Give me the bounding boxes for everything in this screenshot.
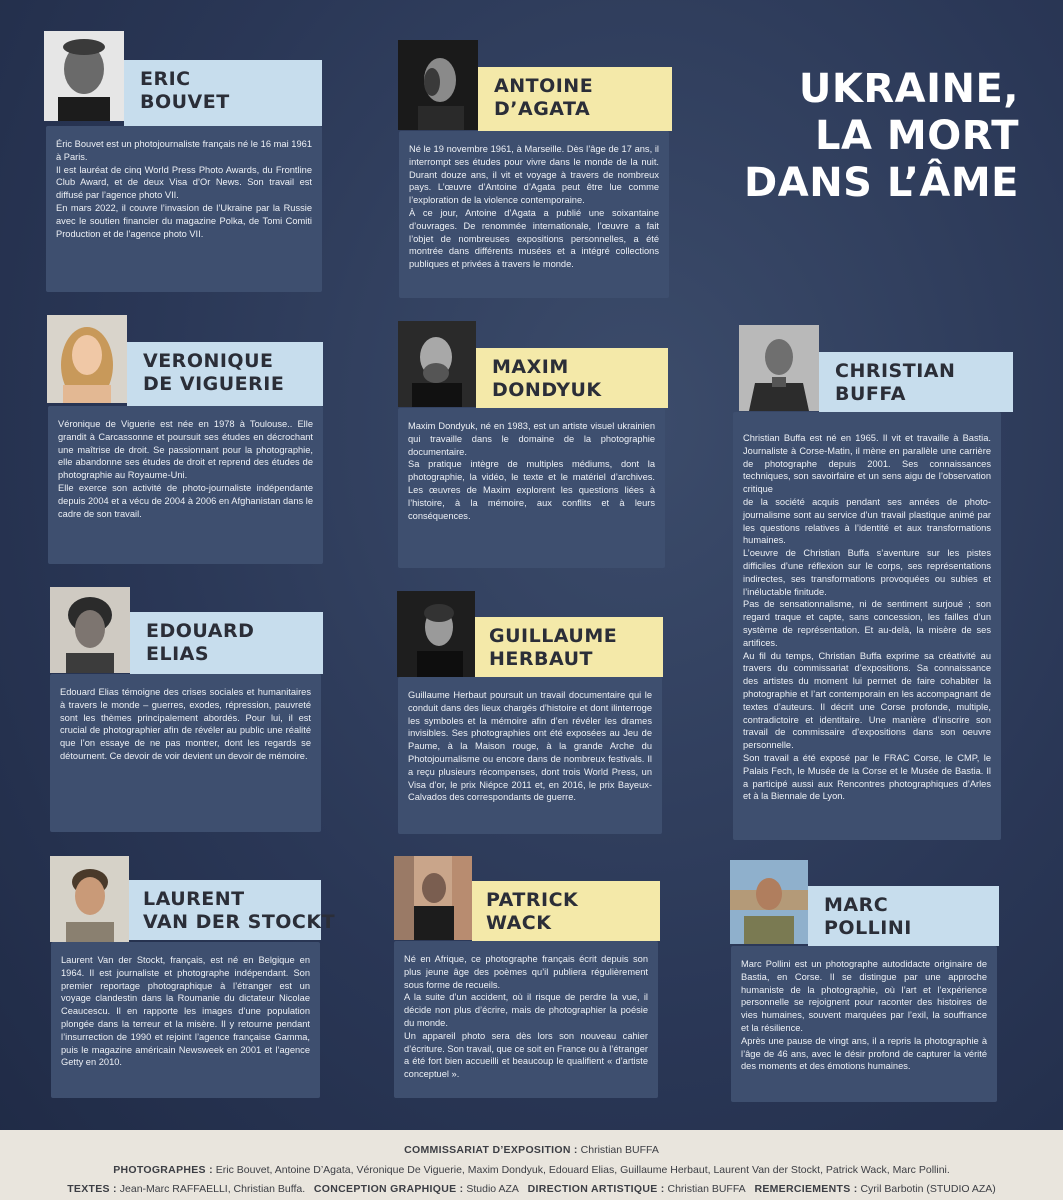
bio-text: Maxim Dondyuk, né en 1983, est un artiste visuel ukrainien qui travaille dans le domaine de la photographie documentaire. Sa pratique intègre de multiples médiums, dont la photographie, la vidéo, le texte et le matériel d’archives. Les œuvres de Maxim explorent les questions liées à l’histoire, à la mémoire, aux conflits et à leurs conséquences. xyxy=(398,408,665,568)
last-name: VAN DER STOCKT xyxy=(143,911,336,933)
last-name: BUFFA xyxy=(835,383,906,405)
bio-text: Laurent Van der Stockt, français, est né en Belgique en 1964. Il est journaliste et photographe indépendant. Son premier reportage photographique à l’étranger est un voyage clandestin dans la Roumanie du dictateur Nicolae Ceaucescu. Il en rapporte les images d’une population plongée dans la terreur et la misère. Il y retourne pendant l’insurrection de 1990 et rejoint l’agence française Gamma, puis le magazine américain Newsweek en 2001 et l’agence Getty en 2010. xyxy=(51,942,320,1098)
portrait-photo xyxy=(739,325,819,411)
first-name: GUILLAUME xyxy=(489,625,618,647)
name-label xyxy=(127,342,323,406)
credits-direction-value: Christian BUFFA xyxy=(664,1183,746,1195)
bio-text: Edouard Elias témoigne des crises sociales et humanitaires à travers le monde – guerres, exodes, répression, pauvreté sont les thèmes principalement abordés. Pour lui, il est crucial de photographier afin de révéler au public une réalité que l’on essaye de ne pas montrer, dont les regards se détournent. Ce devoir de voir devient un devoir de mémoire. xyxy=(50,674,321,832)
bio-text: Véronique de Viguerie est née en 1978 à Toulouse.. Elle grandit à Carcassonne et poursuit ses études en décrochant une maîtrise de droit. Se passionnant pour la photographie, elle abandonne ses études de droit et reprend des études de photographie au Royaume-Uni. Elle exerce son activité de photo-journaliste indépendante depuis 2004 et a vécu de 2004 à 2006 en Afghanistan dans le cadre de son travail. xyxy=(48,406,323,564)
first-name: VERONIQUE xyxy=(143,350,274,372)
first-name: PATRICK xyxy=(486,889,579,911)
last-name: DE VIGUERIE xyxy=(143,373,285,395)
exhibition-title xyxy=(744,66,1019,207)
credits-curation-label: COMMISSARIAT D’EXPOSITION : xyxy=(404,1144,578,1156)
bio-text: Né en Afrique, ce photographe français écrit depuis son plus jeune âge des poèmes qu’il publiera régulièrement sous forme de recueils. A la suite d’un accident, où il risque de perdre la vue, il décide non plus d’écrire, mais de photographier la poésie du monde. Un appareil photo sera dès lors son nouveau cahier d’écriture. Son travail, que ce soit en France ou à l’étranger a été fort bien accueilli et beaucoup le qualifient « d’artiste conceptuel ». xyxy=(394,941,658,1098)
credits-thanks-label: REMERCIEMENTS : xyxy=(754,1183,858,1195)
first-name: EDOUARD xyxy=(146,620,255,642)
bio-text: Guillaume Herbaut poursuit un travail documentaire qui le conduit dans des lieux chargés d’histoire et dont ilinterroge les symboles et la mémoire afin d’en révéler les drames invisibles. Ses photographies ont été exposées au Jeu de Paume, à la Maison rouge, à la grande Arche du Photojournalisme ou encore dans de nombreux festivals. Il a reçu plusieurs récompenses, dont trois World Press, un Visa d’or, le prix Niépce 2011 et, en 2016, le prix Bayeux-Calvados des correspondants de guerre. xyxy=(398,677,662,834)
last-name: POLLINI xyxy=(824,917,912,939)
first-name: ERIC xyxy=(140,68,191,90)
name-label xyxy=(472,881,660,941)
credits-design-value: Studio AZA xyxy=(463,1183,519,1195)
first-name: MAXIM xyxy=(492,356,569,378)
name-label xyxy=(808,886,999,946)
last-name: DONDYUK xyxy=(492,379,602,401)
last-name: D’AGATA xyxy=(494,98,591,120)
name-label xyxy=(478,67,672,131)
portrait-photo xyxy=(398,321,476,407)
portrait-photo xyxy=(44,31,124,121)
portrait-photo xyxy=(50,856,129,942)
credits-curation xyxy=(0,1144,1063,1156)
credits-thanks-value: Cyril Barbotin (STUDIO AZA) xyxy=(857,1183,996,1195)
last-name: HERBAUT xyxy=(489,648,594,670)
credits-curation-value: Christian BUFFA xyxy=(577,1144,659,1156)
bio-text: Marc Pollini est un photographe autodidacte originaire de Bastia, en Corse. Il se distingue par une approche humaniste de la photographie, où l’art et l’expérience personnelle se rejoignent pour raconter des histoires de vies humaines, souvent marquées par l’exil, la souffrance et la résilience. Après une pause de vingt ans, il a repris la photographie à l’âge de 46 ans, avec le désir profond de capturer la vérité des moments et des émotions humaines. xyxy=(731,946,997,1102)
name-label xyxy=(124,60,322,126)
credits-texts-design xyxy=(0,1183,1063,1195)
first-name: ANTOINE xyxy=(494,75,594,97)
name-label xyxy=(130,612,323,674)
name-label xyxy=(129,880,336,940)
last-name: ELIAS xyxy=(146,643,210,665)
bio-text: Né le 19 novembre 1961, à Marseille. Dès l’âge de 17 ans, il interrompt ses études pour vivre dans le monde de la nuit. Durant douze ans, il vit et voyage à travers de nombreux pays. L’œuvre d’Antoine d’Agata peut être lue comme l’exploration de la violence contemporaine. À ce jour, Antoine d’Agata a publié une soixantaine d’ouvrages. De renommée internationale, l’œuvre a fait l’objet de nombreuses expositions personnelles, a été montrée dans différents musées et a intégré collections publiques et privées à travers le monde. xyxy=(399,131,669,298)
credits-texts-label: TEXTES : xyxy=(67,1183,117,1195)
name-label xyxy=(476,348,668,408)
first-name: LAURENT xyxy=(143,888,245,910)
portrait-photo xyxy=(394,856,472,940)
credits-direction-label: DIRECTION ARTISTIQUE : xyxy=(527,1183,665,1195)
credits-photographers xyxy=(0,1164,1063,1176)
credits-texts-value: Jean-Marc RAFFAELLI, Christian Buffa. xyxy=(116,1183,306,1195)
last-name: WACK xyxy=(486,912,552,934)
name-label xyxy=(475,617,663,677)
credits-design-label: CONCEPTION GRAPHIQUE : xyxy=(313,1183,464,1195)
bio-text: Christian Buffa est né en 1965. Il vit et travaille à Bastia. Journaliste à Corse-Matin, il mène en parallèle une carrière de photographe depuis 2001. Ses connaissances techniques, son savoirfaire et un sens aigu de l’observation critique de la société acquis pendant ses années de photo-journalisme sont au service d’un travail plastique animé par les questions relatives à l’identité et aux transformations humaines. L’oeuvre de Christian Buffa s’aventure sur les pistes difficiles d’une réflexion sur le corps, ses représentations indirectes, ses transformations provoquées ou subies et l’inéluctable finitude. Pas de sensationnalisme, ni de sentiment surjoué ; son regard traque et capte, sans concession, les failles d’un système de représentation. Et au-delà, la misère de ses artifices. Au fil du temps, Christian Buffa exprime sa créativité au travers du commissariat d’expositions. Sa connaissance des artistes du moment lui permet de faire cohabiter la photographie et l’art contemporain en les accompagnant de textes d’auteurs. Il décrit une Corse profonde, multiple, contradictoire et identitaire. Une manière d’inscrire son travail de commissaire d’expositions dans son oeuvre personnelle. Son travail a été exposé par le FRAC Corse, le CMP, le Palais Fech, le Musée de la Corse et le Musée de Bastia. Il a participé aussi aux Rencontres photographiques d’Arles et à la Biennale de Lyon. xyxy=(733,412,1001,840)
first-name: CHRISTIAN xyxy=(835,360,956,382)
portrait-photo xyxy=(398,40,478,130)
portrait-photo xyxy=(730,860,808,944)
name-label xyxy=(819,352,1013,412)
credits-footer xyxy=(0,1130,1063,1200)
portrait-photo xyxy=(50,587,130,673)
title-line-2: LA MORT xyxy=(815,113,1019,159)
last-name: BOUVET xyxy=(140,91,230,113)
portrait-photo xyxy=(47,315,127,403)
first-name: MARC xyxy=(824,894,889,916)
credits-photographers-value: Eric Bouvet, Antoine D’Agata, Véronique De Viguerie, Maxim Dondyuk, Edouard Elias, Guillaume Herbaut, Laurent Van der Stockt, Patrick Wack, Marc Pollini. xyxy=(212,1164,950,1176)
title-line-3: DANS L’ÂME xyxy=(744,160,1019,206)
credits-photographers-label: PHOTOGRAPHES : xyxy=(113,1164,213,1176)
bio-text: Éric Bouvet est un photojournaliste français né le 16 mai 1961 à Paris. Il est lauréat de cinq World Press Photo Awards, du Frontline Club Award, et de deux Visa d’Or News. Son travail est diffusé par l’agence photo VII. En mars 2022, il couvre l’invasion de l’Ukraine par la Russie avec le soutien financier du magazine Polka, de Tomi Comiti Production et de l’agence photo VII. xyxy=(46,126,322,292)
portrait-photo xyxy=(397,591,475,677)
title-line-1: UKRAINE, xyxy=(798,66,1019,112)
